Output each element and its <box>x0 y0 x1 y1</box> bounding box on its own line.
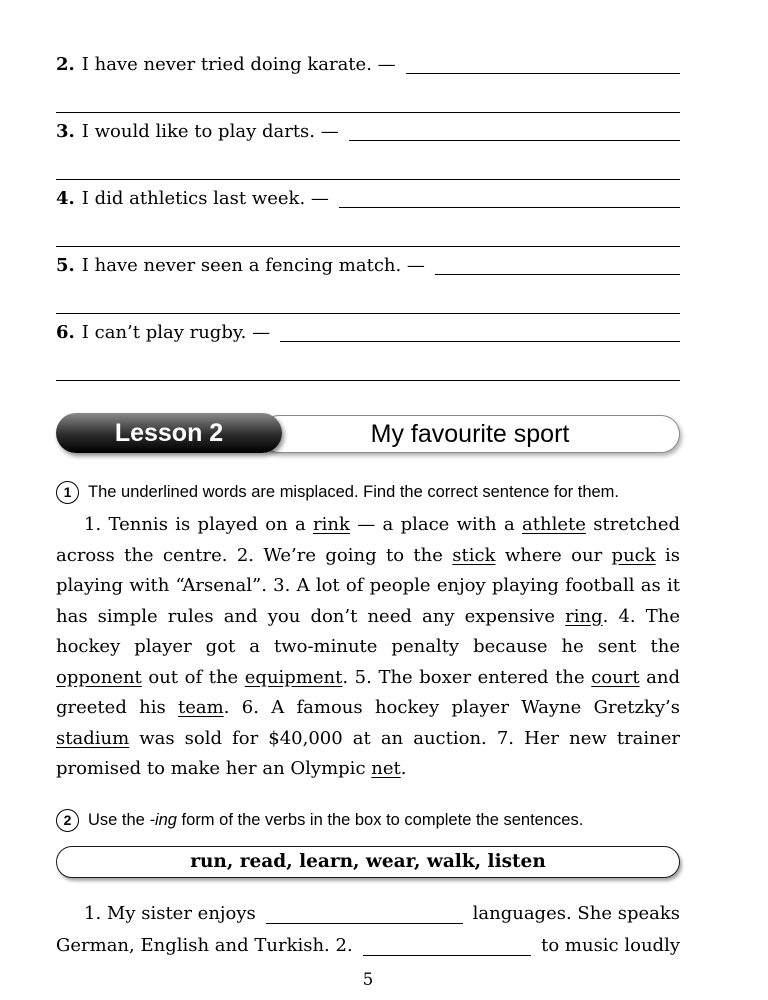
text-segment: to music loudly <box>541 934 680 956</box>
item-number: 3. <box>56 121 75 142</box>
sentence-list <box>56 52 680 381</box>
text-segment: 1. My sister enjoys <box>84 902 256 924</box>
text-segment: . 4. The hockey player got a two-minute penalty because he sent the <box>56 605 681 657</box>
answer-blank[interactable] <box>406 52 680 78</box>
exercise2-instruction <box>56 809 680 832</box>
page-number: 5 <box>362 969 374 989</box>
list-item <box>56 52 680 113</box>
text-segment: out of the <box>141 666 245 688</box>
text-segment: was sold for $40,000 at an auction. 7. Her new trainer promised to make her an Olympic <box>56 727 680 779</box>
underlined-word: puck <box>611 544 656 566</box>
underlined-word: rink <box>313 514 350 535</box>
exercise1-paragraph <box>56 510 680 785</box>
underlined-word: court <box>591 666 640 688</box>
lesson-title-pill <box>260 415 680 453</box>
text-segment: . 6. A famous hockey player Wayne Gretzky’s <box>223 697 680 718</box>
text-segment: . <box>400 758 407 779</box>
underlined-word: stick <box>452 544 496 566</box>
underlined-word: team <box>178 697 224 718</box>
item-number: 2. <box>56 54 75 75</box>
item-number: 6. <box>56 322 75 343</box>
lesson-title: My favourite sport <box>370 419 570 448</box>
item-number: 5. <box>56 255 75 276</box>
exercise-number-badge: 2 <box>56 809 79 832</box>
answer-blank[interactable] <box>435 253 680 279</box>
text-segment: stretched across the centre. 2. We’re going to the <box>56 514 681 566</box>
text-segment: is playing with “Arsenal”. 3. A lot of people enjoy playing football as it has simple rules and you don’t need any expensive <box>56 544 681 627</box>
underlined-word: opponent <box>56 666 142 688</box>
underlined-word: ring <box>565 605 603 627</box>
sentence-line <box>56 253 680 279</box>
answer-blank[interactable] <box>266 898 463 930</box>
text-segment: where our <box>495 544 612 566</box>
sentence-line <box>56 320 680 346</box>
writing-line[interactable] <box>56 78 680 113</box>
text-segment: 1. Tennis is played on a <box>84 514 314 535</box>
text-segment: German, English and Turkish. 2. <box>56 934 353 956</box>
sentence-line <box>56 186 680 212</box>
list-item <box>56 253 680 314</box>
answer-blank[interactable] <box>349 119 680 145</box>
text-segment: form of the verbs in the box to complete the sentences. <box>176 810 584 829</box>
item-text: I did athletics last week. — <box>81 188 329 209</box>
underlined-word: net <box>371 758 401 779</box>
list-item <box>56 186 680 247</box>
item-text: I have never tried doing karate. — <box>81 54 396 75</box>
instruction-text <box>88 809 583 832</box>
writing-line[interactable] <box>56 212 680 247</box>
underlined-word: stadium <box>56 727 130 749</box>
text-segment: languages. She speaks <box>472 902 680 924</box>
text-segment: . 5. The boxer entered the <box>342 666 592 688</box>
writing-line[interactable] <box>56 346 680 381</box>
text-segment: and greeted his <box>56 666 680 718</box>
item-text: I would like to play darts. — <box>81 121 339 142</box>
item-text: I can’t play rugby. — <box>81 322 271 343</box>
exercise2-sentences <box>56 898 680 962</box>
writing-line[interactable] <box>56 145 680 180</box>
fill-sentence-line <box>56 930 680 962</box>
word-box-words: run, read, learn, wear, walk, listen <box>190 851 546 872</box>
exercise-number-badge: 1 <box>56 481 79 504</box>
lesson-header <box>56 413 680 455</box>
item-number: 4. <box>56 188 75 209</box>
underlined-word: equipment <box>244 666 343 688</box>
sentence-line <box>56 52 680 78</box>
text-segment: -ing <box>149 810 177 829</box>
list-item <box>56 320 680 381</box>
lesson-number-chip <box>56 413 282 453</box>
text-segment: Use the <box>88 810 150 829</box>
sentence-line <box>56 119 680 145</box>
answer-blank[interactable] <box>280 320 680 346</box>
answer-blank[interactable] <box>339 186 680 212</box>
item-text: I have never seen a fencing match. — <box>81 255 425 276</box>
fill-sentence-line <box>56 898 680 930</box>
text-segment: — a place with a <box>349 514 523 535</box>
answer-blank[interactable] <box>363 930 531 962</box>
lesson-label: Lesson 2 <box>114 418 224 447</box>
instruction-text: The underlined words are misplaced. Find the correct sentence for them. <box>88 483 620 501</box>
exercise1-instruction <box>56 481 680 504</box>
word-box <box>56 846 680 878</box>
writing-line[interactable] <box>56 279 680 314</box>
list-item <box>56 119 680 180</box>
underlined-word: athlete <box>522 514 586 535</box>
